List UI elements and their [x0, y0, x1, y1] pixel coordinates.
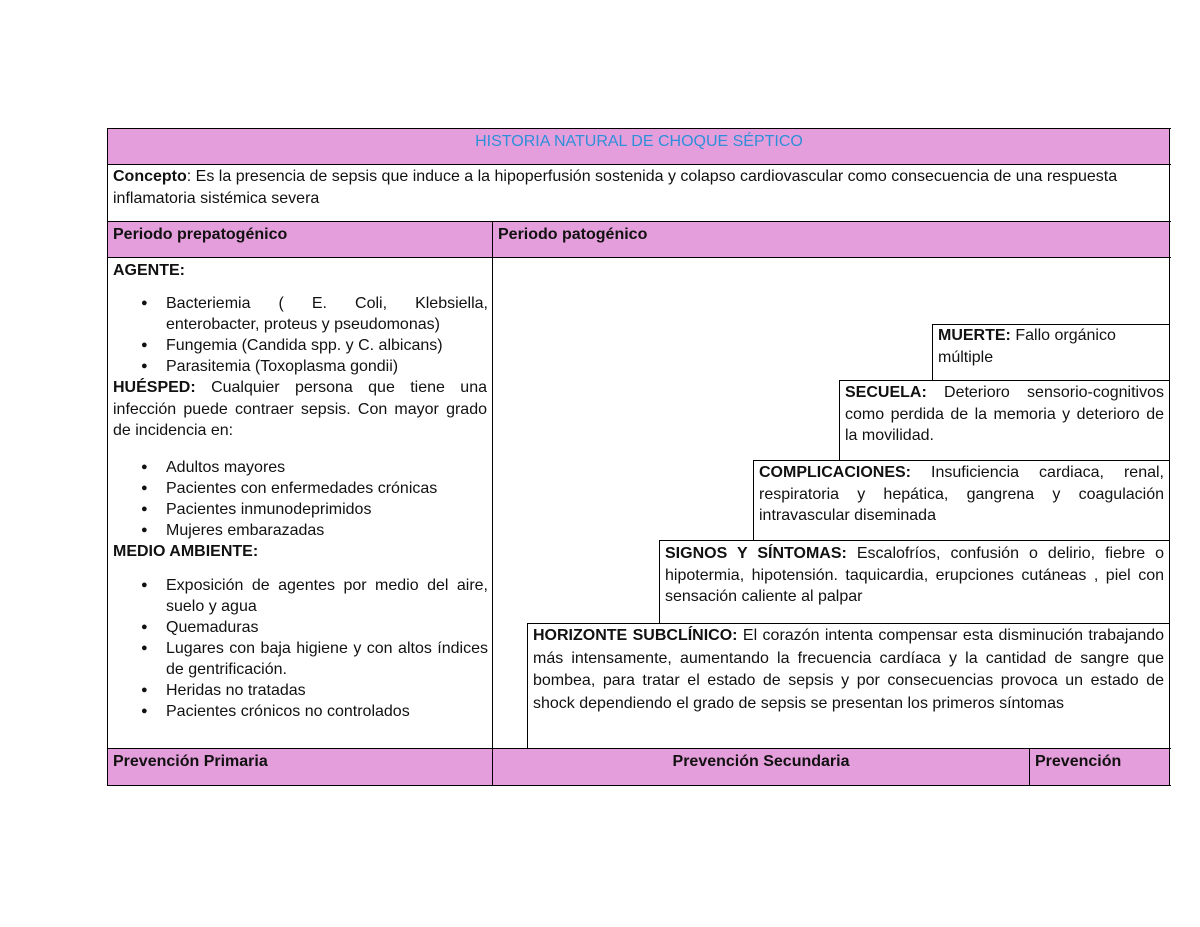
stair-line: [527, 623, 528, 748]
stair-line: [659, 540, 1170, 541]
list-item: ● Fungemia (Candida spp. y C. albicans): [108, 335, 488, 356]
concept-text: : Es la presencia de sepsis que induce a la hipoperfusión sostenida y colapso cardiovascular como consecuencia de una respuesta inflamatoria sistémica severa: [113, 168, 1118, 207]
header-patogenic: Periodo patogénico: [498, 226, 648, 243]
table-border-bottom: [107, 785, 1171, 786]
signs-text: Escalofríos, confusión o delirio, fiebre o hipotermia, hipotensión. taquicardia, erupciones cutáneas , piel con sensación caliente al palpar: [665, 545, 1165, 605]
list-item: ● Quemaduras: [108, 617, 488, 638]
stair-death: [938, 325, 1164, 368]
list-item: ● Heridas no tratadas: [108, 680, 488, 701]
horizon-text: El corazón intenta compensar esta disminución trabajando más intensamente, aumentando la frecuencia cardíaca y la cantidad de sangre que bombea, para tratar el estado de sepsis y por consecuencias provoca un estado de shock dependiendo el grado de sepsis se presentan los primeros síntomas: [533, 627, 1165, 712]
table-border-top: [107, 128, 1171, 129]
list-item: ● Lugares con baja higiene y con altos índices de gentrificación.: [108, 638, 488, 680]
host-list: [108, 457, 488, 541]
list-item: ● Bacteriemia ( E. Coli, Klebsiella, enterobacter, proteus y pseudomonas): [108, 293, 488, 335]
page-title: HISTORIA NATURAL DE CHOQUE SÉPTICO: [475, 133, 803, 150]
row-divider: [107, 164, 1171, 165]
death-label: MUERTE:: [938, 327, 1011, 344]
complications-text: Insuficiencia cardiaca, renal, respiratoria y hepática, gangrena y coagulación intravascular diseminada: [759, 464, 1164, 524]
stair-line: [753, 460, 754, 540]
stair-line: [659, 540, 660, 623]
death-text: Fallo orgánico múltiple: [938, 327, 1116, 366]
host-text: Cualquier persona que tiene una infección puede contraer sepsis. Con mayor grado de incidencia en:: [113, 379, 487, 439]
agent-label: AGENTE:: [113, 262, 185, 279]
agent-list: [108, 293, 488, 377]
row-divider: [107, 257, 1171, 258]
header-prepatogenic: Periodo prepatogénico: [113, 226, 288, 243]
sequel-label: SECUELA:: [845, 384, 927, 401]
list-item: ● Mujeres embarazadas: [108, 520, 488, 541]
prevention-secondary: Prevención Secundaria: [672, 753, 850, 770]
list-item: ● Exposición de agentes por medio del aire, suelo y agua: [108, 575, 488, 617]
environment-list: [108, 575, 488, 722]
column-divider: [1029, 748, 1030, 786]
stair-horizon: [533, 625, 1164, 715]
list-item: ● Adultos mayores: [108, 457, 488, 478]
stair-line: [527, 623, 1170, 624]
list-item: ● Pacientes crónicos no controlados: [108, 701, 488, 722]
list-item: ● Parasitemia (Toxoplasma gondii): [108, 356, 488, 377]
stair-line: [932, 324, 933, 380]
prevention-primary: Prevención Primaria: [113, 753, 268, 770]
stair-line: [839, 380, 1170, 381]
host-label: HUÉSPED:: [113, 379, 196, 396]
environment-label: MEDIO AMBIENTE:: [113, 543, 259, 560]
concept-label: Concepto: [113, 168, 187, 185]
column-divider: [492, 221, 493, 786]
horizon-label: HORIZONTE SUBCLÍNICO:: [533, 627, 738, 644]
prevention-tertiary: Prevención: [1035, 753, 1122, 770]
list-item: ● Pacientes con enfermedades crónicas: [108, 478, 488, 499]
complications-label: COMPLICACIONES:: [759, 464, 911, 481]
stair-signs: [665, 543, 1164, 608]
host-paragraph: [113, 377, 487, 442]
row-divider: [107, 748, 1171, 749]
list-item: ● Pacientes inmunodeprimidos: [108, 499, 488, 520]
table-border-right: [1169, 128, 1170, 786]
stair-line: [753, 460, 1170, 461]
stair-sequel: [845, 382, 1164, 447]
concept-cell: [113, 166, 1165, 209]
signs-label: SIGNOS Y SÍNTOMAS:: [665, 545, 847, 562]
sequel-text: Deterioro sensorio-cognitivos como perdida de la memoria y deterioro de la movilidad.: [845, 384, 1164, 444]
stair-line: [839, 380, 840, 460]
row-divider: [107, 221, 1171, 222]
stair-complications: [759, 462, 1164, 527]
